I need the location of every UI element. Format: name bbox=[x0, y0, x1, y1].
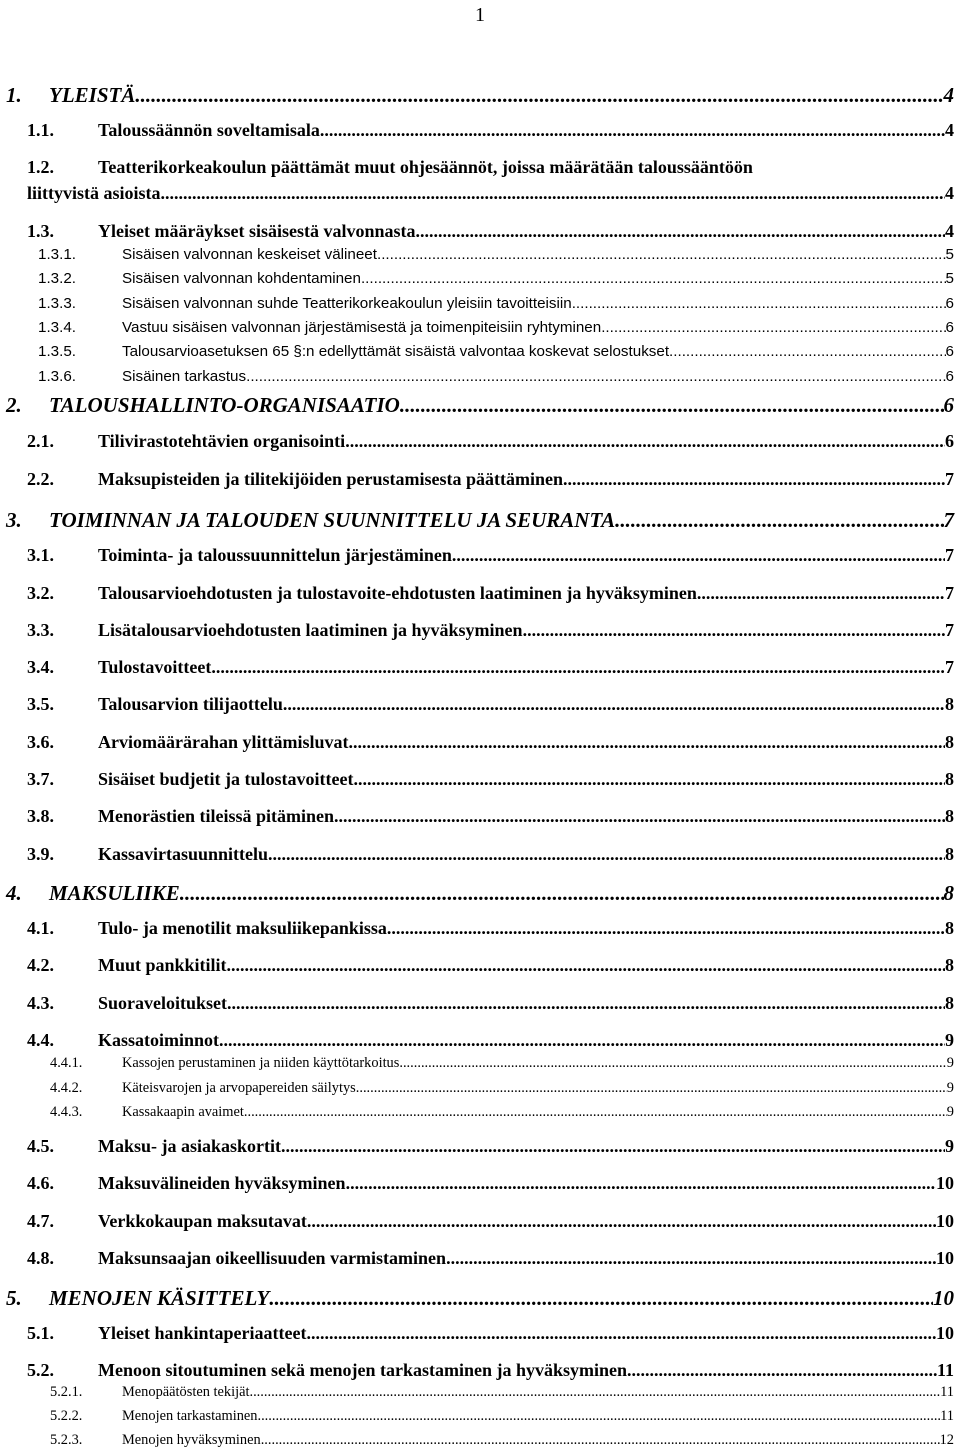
toc-entry-page: 11 bbox=[940, 1408, 954, 1424]
dot-leader bbox=[697, 583, 945, 604]
toc-entry-page: 9 bbox=[946, 1080, 954, 1096]
toc-entry-title: Talousarvioasetuksen 65 §:n edellyttämät sisäistä valvontaa koskevat selostukset bbox=[122, 343, 670, 360]
toc-entry-title: Menoon sitoutuminen sekä menojen tarkastaminen ja hyväksyminen bbox=[98, 1360, 628, 1380]
toc-entry-title: Yleiset määräykset sisäisestä valvonnasta bbox=[98, 221, 416, 241]
toc-entry-number: 1.3.4. bbox=[38, 319, 76, 336]
toc-entry-number: 4.7. bbox=[27, 1211, 54, 1231]
toc-entry[interactable] bbox=[0, 469, 960, 493]
toc-entry-title: Talousarvioehdotusten ja tulostavoite-ehdotusten laatiminen ja hyväksyminen bbox=[98, 583, 697, 603]
toc-entry[interactable] bbox=[0, 431, 960, 455]
toc-entry-number: 4.1. bbox=[27, 918, 54, 938]
toc-entry[interactable] bbox=[0, 955, 960, 979]
toc-entry[interactable] bbox=[0, 1055, 960, 1079]
toc-entry-title: Verkkokaupan maksutavat bbox=[98, 1211, 307, 1231]
toc-entry[interactable] bbox=[0, 508, 960, 532]
dot-leader bbox=[320, 120, 945, 141]
dot-leader bbox=[627, 1360, 937, 1381]
toc-entry-page: 7 bbox=[945, 545, 954, 565]
toc-entry-title: Kassatoiminnot bbox=[98, 1030, 220, 1050]
toc-entry-page: 8 bbox=[945, 769, 954, 789]
toc-entry-page: 4 bbox=[943, 83, 954, 107]
dot-leader bbox=[615, 508, 943, 533]
toc-entry-number: 5.2.1. bbox=[50, 1384, 83, 1400]
toc-entry-page: 6 bbox=[945, 368, 954, 385]
toc-entry-page: 4 bbox=[945, 120, 954, 140]
toc-entry[interactable] bbox=[0, 1173, 960, 1197]
dot-leader bbox=[135, 83, 943, 108]
toc-entry[interactable] bbox=[0, 545, 960, 569]
toc-entry[interactable] bbox=[0, 1136, 960, 1160]
toc-entry[interactable] bbox=[0, 221, 960, 245]
toc-entry-number: 3.2. bbox=[27, 583, 54, 603]
toc-entry[interactable] bbox=[0, 918, 960, 942]
dot-leader bbox=[523, 620, 945, 641]
toc-entry-title: Maksu- ja asiakaskortit bbox=[98, 1136, 282, 1156]
toc-entry-title: Vastuu sisäisen valvonnan järjestämisestä ja toimenpiteisiin ryhtyminen bbox=[122, 319, 602, 336]
toc-entry-page: 10 bbox=[936, 1173, 954, 1193]
toc-entry-page: 6 bbox=[945, 431, 954, 451]
toc-entry-page: 11 bbox=[940, 1384, 954, 1400]
toc-entry-page: 7 bbox=[943, 508, 954, 532]
toc-entry[interactable] bbox=[0, 1408, 960, 1432]
toc-entry[interactable] bbox=[0, 769, 960, 793]
toc-entry-number: 4.4.1. bbox=[50, 1055, 83, 1071]
toc-entry-title: Sisäisen valvonnan keskeiset välineet bbox=[122, 246, 377, 263]
dot-leader bbox=[281, 1136, 945, 1157]
toc-entry-title: MENOJEN KÄSITTELY bbox=[49, 1286, 270, 1310]
toc-entry-number: 1. bbox=[6, 83, 22, 107]
toc-entry-number: 5. bbox=[6, 1286, 22, 1310]
toc-entry-page: 7 bbox=[945, 583, 954, 603]
toc-entry-number: 4.3. bbox=[27, 993, 54, 1013]
toc-entry-title: Maksuvälineiden hyväksyminen bbox=[98, 1173, 346, 1193]
dot-leader bbox=[353, 769, 945, 790]
toc-entry[interactable] bbox=[0, 1104, 960, 1128]
toc-entry-number: 1.3.3. bbox=[38, 295, 76, 312]
toc-entry-number: 1.3. bbox=[27, 221, 54, 241]
toc-entry-number: 3.1. bbox=[27, 545, 54, 565]
toc-entry-title: Kassavirtasuunnittelu bbox=[98, 844, 269, 864]
toc-entry-number: 4.4.2. bbox=[50, 1080, 83, 1096]
toc-entry-title: Toiminta- ja taloussuunnittelun järjestäminen bbox=[98, 545, 452, 565]
dot-leader bbox=[257, 1408, 940, 1425]
toc-entry[interactable] bbox=[0, 1248, 960, 1272]
toc-entry-number: 4.4. bbox=[27, 1030, 54, 1050]
dot-leader bbox=[387, 918, 945, 939]
toc-entry-number: 4.5. bbox=[27, 1136, 54, 1156]
dot-leader bbox=[246, 368, 945, 385]
dot-leader bbox=[452, 545, 945, 566]
toc-entry-page: 10 bbox=[936, 1211, 954, 1231]
toc-entry-number: 3.7. bbox=[27, 769, 54, 789]
toc-entry-title: Menojen hyväksyminen bbox=[122, 1432, 261, 1448]
toc-entry-page: 5 bbox=[945, 246, 954, 263]
toc-entry-number: 4.6. bbox=[27, 1173, 54, 1193]
toc-entry-title: YLEISTÄ bbox=[49, 83, 136, 107]
page-number: 1 bbox=[475, 4, 485, 26]
toc-entry-page: 7 bbox=[945, 469, 954, 489]
toc-entry-number: 2. bbox=[6, 393, 22, 417]
dot-leader bbox=[211, 657, 945, 678]
toc-entry[interactable] bbox=[0, 1323, 960, 1347]
toc-entry-title: TOIMINNAN JA TALOUDEN SUUNNITTELU JA SEURANTA bbox=[49, 508, 616, 532]
dot-leader bbox=[356, 1080, 947, 1097]
dot-leader bbox=[572, 295, 946, 312]
toc-entry[interactable] bbox=[0, 343, 960, 367]
toc-entry-title: Sisäisen valvonnan suhde Teatterikorkeakoulun yleisiin tavoitteisiin bbox=[122, 295, 572, 312]
toc-entry-title: Tulo- ja menotilit maksuliikepankissa bbox=[98, 918, 387, 938]
toc-entry-page: 9 bbox=[946, 1104, 954, 1120]
dot-leader bbox=[269, 1286, 933, 1311]
dot-leader bbox=[227, 993, 945, 1014]
dot-leader bbox=[249, 1384, 940, 1401]
toc-entry-number: 3.4. bbox=[27, 657, 54, 677]
toc-entry-title: Taloussäännön soveltamisala bbox=[98, 120, 320, 140]
dot-leader bbox=[416, 221, 946, 242]
toc-entry-page: 6 bbox=[945, 295, 954, 312]
toc-entry-number: 5.2.3. bbox=[50, 1432, 83, 1448]
toc-entry-page: 9 bbox=[946, 1055, 954, 1071]
toc-entry-title: Menopäätösten tekijät bbox=[122, 1384, 250, 1400]
toc-entry-number: 1.3.2. bbox=[38, 270, 76, 287]
toc-entry-title: Suoraveloitukset bbox=[98, 993, 228, 1013]
toc-entry-number: 5.2.2. bbox=[50, 1408, 83, 1424]
toc-entry[interactable] bbox=[0, 620, 960, 644]
toc-entry-title: Talousarvion tilijaottelu bbox=[98, 694, 283, 714]
toc-entry-page: 4 bbox=[945, 221, 954, 241]
toc-entry-page: 6 bbox=[943, 393, 954, 417]
toc-entry-title: Menojen tarkastaminen bbox=[122, 1408, 258, 1424]
toc-entry-page: 7 bbox=[945, 657, 954, 677]
toc-entry-page: 8 bbox=[943, 881, 954, 905]
toc-entry-number: 4. bbox=[6, 881, 22, 905]
toc-entry[interactable] bbox=[0, 1211, 960, 1235]
toc-entry[interactable] bbox=[0, 246, 960, 270]
toc-entry[interactable] bbox=[0, 1384, 960, 1408]
toc-entry-page: 10 bbox=[936, 1248, 954, 1268]
dot-leader bbox=[361, 270, 946, 287]
toc-entry-number: 2.2. bbox=[27, 469, 54, 489]
toc-entry-number: 2.1. bbox=[27, 431, 54, 451]
toc-entry-title: Käteisvarojen ja arvopapereiden säilytys bbox=[122, 1080, 356, 1096]
toc-entry-page: 9 bbox=[945, 1136, 954, 1156]
toc-entry-number: 3. bbox=[6, 508, 22, 532]
toc-entry-page: 8 bbox=[945, 993, 954, 1013]
toc-entry-number: 3.8. bbox=[27, 806, 54, 826]
toc-entry-page: 8 bbox=[945, 694, 954, 714]
toc-entry-title: Kassakaapin avaimet bbox=[122, 1104, 244, 1120]
toc-entry[interactable] bbox=[0, 1030, 960, 1054]
toc-entry[interactable] bbox=[0, 657, 960, 681]
toc-entry-title: Sisäiset budjetit ja tulostavoitteet bbox=[98, 769, 354, 789]
toc-entry-page: 8 bbox=[945, 732, 954, 752]
toc-entry-page: 8 bbox=[945, 844, 954, 864]
toc-entry[interactable] bbox=[0, 1286, 960, 1310]
toc-entry-title: liittyvistä asioista bbox=[27, 183, 161, 203]
dot-leader bbox=[283, 694, 945, 715]
dot-leader bbox=[377, 246, 946, 263]
dot-leader bbox=[261, 1432, 940, 1449]
toc-entry[interactable] bbox=[0, 881, 960, 905]
toc-entry-page: 12 bbox=[939, 1432, 954, 1448]
toc-entry-title: Lisätalousarvioehdotusten laatiminen ja hyväksyminen bbox=[98, 620, 523, 640]
dot-leader bbox=[161, 183, 946, 204]
toc-entry-page: 7 bbox=[945, 620, 954, 640]
toc-entry-page: 6 bbox=[945, 319, 954, 336]
dot-leader bbox=[219, 1030, 945, 1051]
toc-entry-title: MAKSULIIKE bbox=[49, 881, 180, 905]
dot-leader bbox=[180, 881, 944, 906]
toc-entry-title: Arviomäärärahan ylittämisluvat bbox=[98, 732, 349, 752]
toc-entry[interactable] bbox=[0, 295, 960, 319]
toc-entry-page: 10 bbox=[933, 1286, 954, 1310]
toc-entry-page: 8 bbox=[945, 806, 954, 826]
toc-entry-title: Maksunsaajan oikeellisuuden varmistaminen bbox=[98, 1248, 447, 1268]
toc-entry-number: 4.2. bbox=[27, 955, 54, 975]
toc-entry-title: Kassojen perustaminen ja niiden käyttötarkoitus bbox=[122, 1055, 400, 1071]
toc-entry-title: Yleiset hankintaperiaatteet bbox=[98, 1323, 307, 1343]
dot-leader bbox=[669, 343, 946, 360]
toc-entry-number: 3.6. bbox=[27, 732, 54, 752]
toc-entry-title: Sisäisen valvonnan kohdentaminen bbox=[122, 270, 361, 287]
toc-entry-title: Menorästien tileissä pitäminen bbox=[98, 806, 334, 826]
toc-entry[interactable] bbox=[0, 583, 960, 607]
dot-leader bbox=[345, 431, 945, 452]
toc-entry[interactable] bbox=[0, 319, 960, 343]
toc-entry-number: 3.5. bbox=[27, 694, 54, 714]
toc-entry-page: 10 bbox=[936, 1323, 954, 1343]
toc-entry[interactable] bbox=[0, 993, 960, 1017]
toc-entry-title: Maksupisteiden ja tilitekijöiden perustamisesta päättäminen bbox=[98, 469, 564, 489]
toc-entry[interactable] bbox=[0, 732, 960, 756]
toc-entry[interactable] bbox=[0, 1432, 960, 1456]
dot-leader bbox=[268, 844, 945, 865]
toc-entry[interactable] bbox=[0, 1080, 960, 1104]
toc-entry[interactable] bbox=[0, 393, 960, 417]
dot-leader bbox=[400, 393, 944, 418]
dot-leader bbox=[399, 1055, 946, 1072]
dot-leader bbox=[244, 1104, 947, 1121]
dot-leader bbox=[306, 1323, 936, 1344]
toc-entry-number: 5.1. bbox=[27, 1323, 54, 1343]
toc-entry[interactable] bbox=[0, 806, 960, 830]
toc-entry-page: 8 bbox=[945, 955, 954, 975]
toc-entry-number: 3.3. bbox=[27, 620, 54, 640]
toc-entry[interactable] bbox=[0, 270, 960, 294]
toc-entry-page: 5 bbox=[945, 270, 954, 287]
dot-leader bbox=[601, 319, 945, 336]
toc-entry-title: Teatterikorkeakoulun päättämät muut ohjesäännöt, joissa määrätään taloussääntöön bbox=[98, 157, 753, 177]
toc-entry-page: 6 bbox=[945, 343, 954, 360]
toc-entry-title: Sisäinen tarkastus bbox=[122, 368, 247, 385]
dot-leader bbox=[348, 732, 945, 753]
toc-entry[interactable] bbox=[0, 157, 960, 203]
toc-entry-number: 1.1. bbox=[27, 120, 54, 140]
toc-entry-title: Tilivirastotehtävien organisointi bbox=[98, 431, 346, 451]
dot-leader bbox=[334, 806, 945, 827]
toc-entry[interactable] bbox=[0, 1360, 960, 1384]
toc-entry-number: 4.4.3. bbox=[50, 1104, 83, 1120]
toc-entry-number: 1.3.6. bbox=[38, 368, 76, 385]
dot-leader bbox=[227, 955, 945, 976]
toc-entry-number: 3.9. bbox=[27, 844, 54, 864]
toc-entry-page: 11 bbox=[936, 1360, 954, 1380]
toc-entry-number: 5.2. bbox=[27, 1360, 54, 1380]
toc-entry[interactable] bbox=[0, 844, 960, 868]
dot-leader bbox=[563, 469, 945, 490]
toc-entry-title: Muut pankkitilit bbox=[98, 955, 227, 975]
toc-entry-number: 4.8. bbox=[27, 1248, 54, 1268]
dot-leader bbox=[446, 1248, 936, 1269]
dot-leader bbox=[346, 1173, 936, 1194]
toc-entry[interactable] bbox=[0, 694, 960, 718]
toc-entry[interactable] bbox=[0, 120, 960, 144]
toc-entry-page: 4 bbox=[945, 183, 954, 203]
toc-entry[interactable] bbox=[0, 83, 960, 107]
toc-entry-page: 8 bbox=[945, 918, 954, 938]
toc-entry-title: TALOUSHALLINTO-ORGANISAATIO bbox=[49, 393, 400, 417]
toc-entry-title: Tulostavoitteet bbox=[98, 657, 212, 677]
toc-entry-page: 9 bbox=[945, 1030, 954, 1050]
toc-entry-number: 1.3.5. bbox=[38, 343, 76, 360]
dot-leader bbox=[307, 1211, 936, 1232]
toc-entry-number: 1.3.1. bbox=[38, 246, 76, 263]
toc-entry[interactable] bbox=[0, 368, 960, 392]
toc-entry-number: 1.2. bbox=[27, 157, 54, 177]
